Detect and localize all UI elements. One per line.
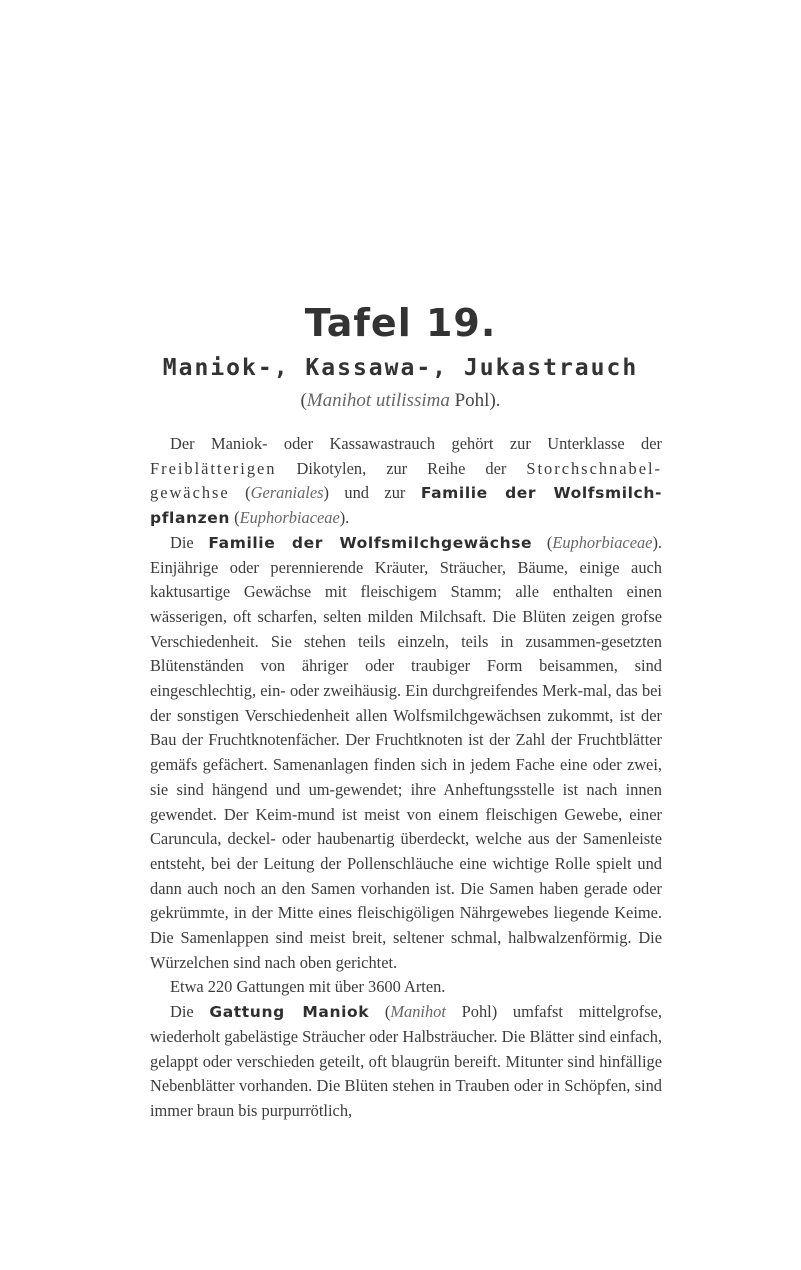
- text-run: Der Maniok- oder Kassawastrauch gehört zur Unterklasse der: [170, 434, 662, 453]
- italic-term: Geraniales: [250, 483, 324, 503]
- body-text: [150, 432, 662, 1124]
- italic-term: Euphorbiaceae: [239, 508, 340, 528]
- text-run: ). Einjährige oder perennierende Kräuter, Sträucher, Bäume, einige auch kaktusartige Gewächse mit fleischigem Stamm; alle enthalten einen wässerigen, oft scharfen, selten milden Milchsaft. Die Blüten zeigen grofse Verschiedenheit. Sie stehen teils einzeln, teils in zusammen-gesetzten Blütenständen von ähriger oder traubiger Form beisammen, sind eingeschlechtig, ein- oder zweihäusig. Ein durchgreifendes Merk-mal, das bei der sonstigen Verschiedenheit allen Wolfsmilchgewächsen zukommt, ist der Bau der Fruchtknotenfächer. Der Fruchtknoten ist der Zahl der Fruchtblätter gemäfs gefächert. Samenanlagen finden sich in jedem Fache eine oder zwei, sie sind hängend und um-gewendet; ihre Anheftungsstelle ist nach innen gewendet. Der Keim-mund ist meist von einem fleischigen Gewebe, einer Caruncula, deckel- oder haubenartig überdeckt, welche aus der Samenleiste entsteht, bei der Leitung der Pollenschläuche eine wichtige Rolle spielt und dann auch noch an den Samen vorhanden ist. Die Samen haben gerade oder gekrümmte, in der Mitte eines fleischigöligen Nährgewebes liegende Keime. Die Samenlappen sind meist breit, seltener schmal, halbwalzenförmig. Die Würzelchen sind nach oben gerichtet.: [150, 532, 663, 972]
- text-run: (: [230, 508, 240, 528]
- italic-term: Euphorbiaceae: [552, 532, 653, 552]
- text-run: Die: [170, 1002, 210, 1022]
- paragraph-count: Etwa 220 Gattungen mit über 3600 Arten.: [170, 977, 446, 997]
- botanical-name-line: [0, 390, 801, 412]
- paragraph-genus: [150, 1000, 662, 1124]
- botanical-name: Manihot utilissima: [306, 390, 450, 411]
- italic-term: Manihot: [390, 1002, 446, 1022]
- text-run: (: [369, 1002, 391, 1022]
- text-run: Die: [170, 532, 209, 552]
- text-run: ) und zur: [323, 483, 421, 503]
- paragraph-classification: [150, 432, 662, 531]
- bold-term: Familie der Wolfsmilch-pflanzen: [150, 484, 663, 528]
- text-run: Dikotylen, zur Reihe der: [276, 458, 527, 478]
- bold-term: Familie der Wolfsmilchgewächse: [208, 533, 533, 552]
- botanical-author: Pohl).: [449, 390, 501, 411]
- botanical-open-paren: (: [300, 390, 307, 411]
- text-run: (: [229, 483, 251, 503]
- bold-term: Gattung Maniok: [209, 1003, 370, 1022]
- plate-title: Tafel 19.: [304, 301, 497, 345]
- plant-title: Maniok-, Kassawa-, Jukastrauch: [162, 355, 639, 381]
- spaced-term: Freiblätterigen: [150, 458, 277, 478]
- text-run: ).: [339, 508, 350, 528]
- spaced-term: Storchschnabel-gewächse: [150, 458, 662, 503]
- paragraph-family: [150, 531, 662, 976]
- text-run: (: [532, 532, 553, 552]
- text-run: Pohl) umfafst mittelgrofse, wiederholt gabelästige Sträucher oder Halbsträucher. Die Blätter sind einfach, gelappt oder verschieden geteilt, oft blaugrün bereift. Mitunter sind hinfällige Nebenblätter vorhanden. Die Blüten stehen in Trauben oder in Schöpfen, sind immer braun bis purpurrötlich,: [150, 1002, 662, 1120]
